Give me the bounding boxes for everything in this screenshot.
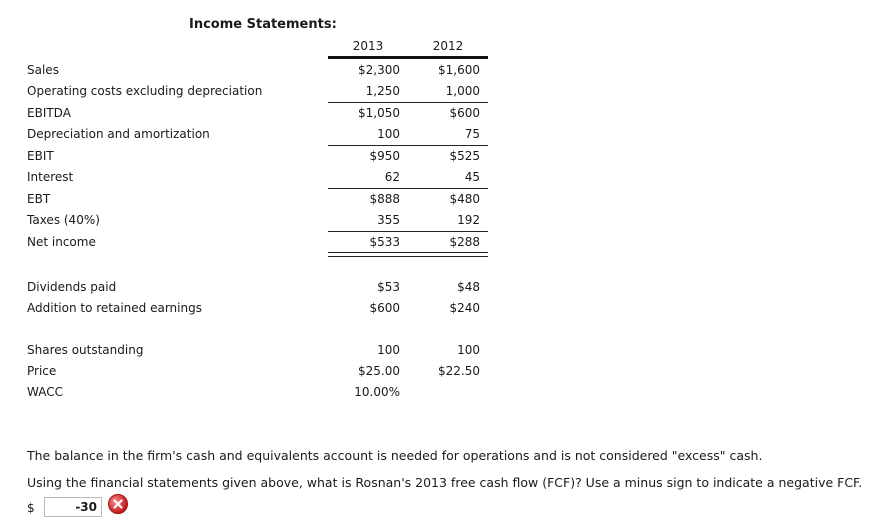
subtotal-rule [328,231,488,232]
subtotal-rule [328,188,488,189]
dividends-2012: $48 [457,280,480,294]
interest-2012: 45 [464,170,480,184]
row-label-operating-costs: Operating costs excluding depreciation [27,84,263,98]
operating-costs-2012: 1,000 [445,84,480,98]
row-label-retained-earnings: Addition to retained earnings [27,301,202,315]
retained-earnings-2012: $240 [449,301,480,315]
row-label-interest: Interest [27,170,74,184]
ebt-2013: $888 [369,192,400,206]
ebit-2013: $950 [369,149,400,163]
row-label-price: Price [27,364,57,378]
row-label-dividends: Dividends paid [27,280,117,294]
currency-symbol: $ [27,501,35,515]
price-2012: $22.50 [438,364,480,378]
year-header-2012: 2012 [432,39,464,53]
row-label-taxes: Taxes (40%) [27,213,100,227]
cash-note: The balance in the firm's cash and equivalents account is needed for operations and is not considered "excess" cash. [27,448,763,463]
shares-2013: 100 [377,343,400,357]
fcf-answer-input[interactable]: -30 [44,497,102,517]
net-income-2013: $533 [369,235,400,249]
row-label-wacc: WACC [27,385,63,399]
subtotal-rule [328,102,488,103]
operating-costs-2013: 1,250 [365,84,400,98]
depreciation-2013: 100 [377,127,400,141]
sales-2012: $1,600 [438,63,480,77]
taxes-2012: 192 [457,213,480,227]
shares-2012: 100 [457,343,480,357]
retained-earnings-2013: $600 [369,301,400,315]
row-label-net-income: Net income [27,235,96,249]
ebitda-2012: $600 [449,106,480,120]
incorrect-x-icon [108,494,128,514]
row-label-ebitda: EBITDA [27,106,71,120]
year-header-2013: 2013 [352,39,384,53]
price-2013: $25.00 [358,364,400,378]
ebit-2012: $525 [449,149,480,163]
subtotal-rule [328,145,488,146]
wacc-2013: 10.00% [354,385,400,399]
row-label-depreciation: Depreciation and amortization [27,127,210,141]
row-label-ebt: EBT [27,192,51,206]
ebitda-2013: $1,050 [358,106,400,120]
interest-2013: 62 [384,170,400,184]
depreciation-2012: 75 [464,127,480,141]
statement-title: Income Statements: [189,17,337,32]
row-label-sales: Sales [27,63,59,77]
taxes-2013: 355 [377,213,400,227]
row-label-shares: Shares outstanding [27,343,144,357]
ebt-2012: $480 [449,192,480,206]
question-text: Using the financial statements given above, what is Rosnan's 2013 free cash flow (FCF)? Use a minus sign to indicate a negative FCF. [27,475,863,490]
net-income-2012: $288 [449,235,480,249]
row-label-ebit: EBIT [27,149,54,163]
header-rule-2013 [328,56,408,59]
total-double-rule [328,252,488,257]
sales-2013: $2,300 [358,63,400,77]
dividends-2013: $53 [377,280,400,294]
header-rule-2012 [408,56,488,59]
